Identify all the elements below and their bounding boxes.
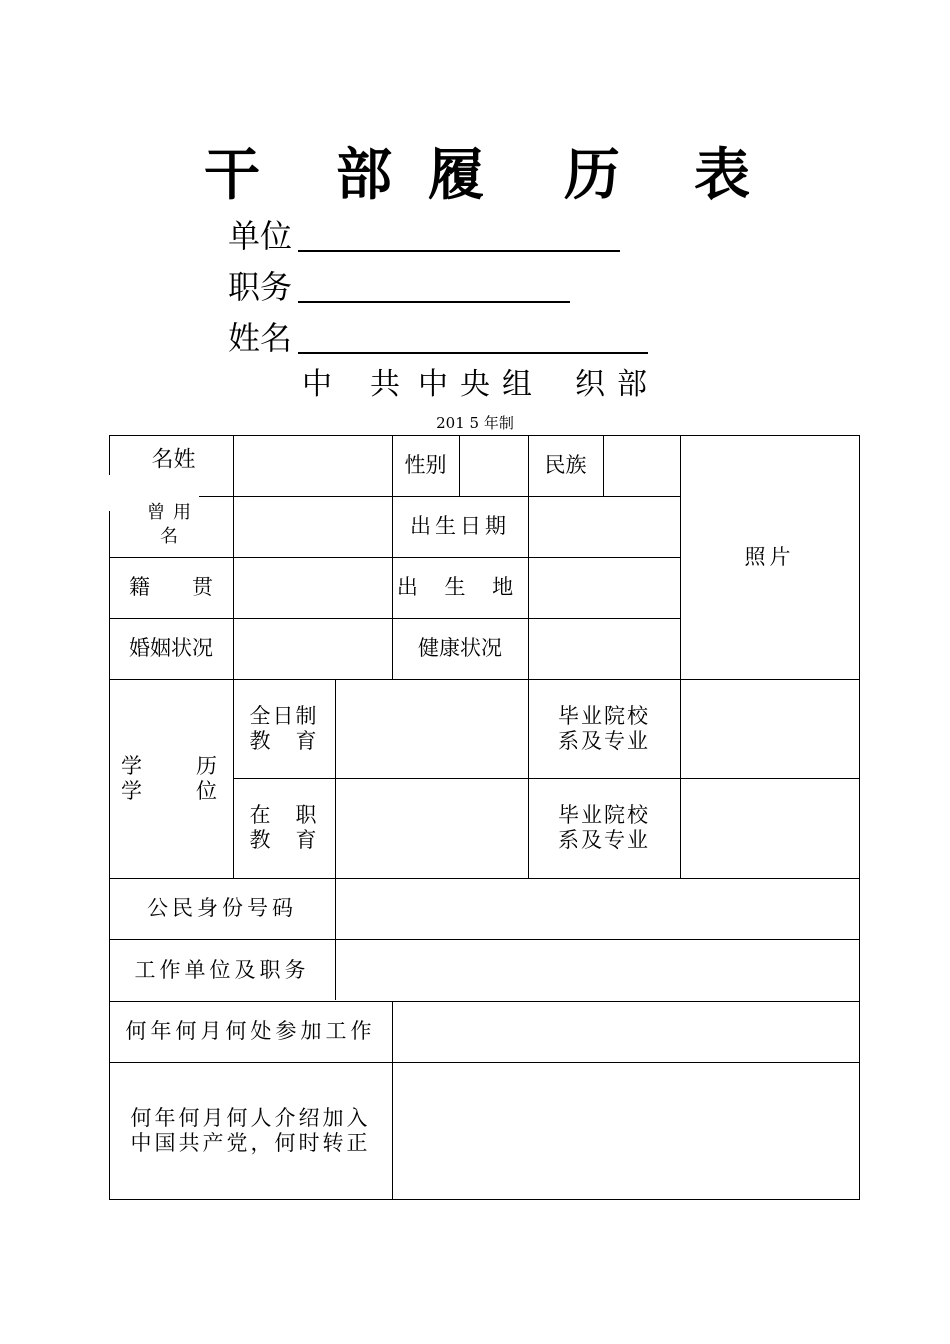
education-degree-label: 学 历 学 位 [121, 753, 221, 803]
party-join-input-cell[interactable] [392, 1062, 859, 1199]
native-place-label: 籍 贯 [129, 575, 213, 599]
photo-area[interactable]: 照片 [744, 544, 795, 569]
id-number-input-cell[interactable] [335, 878, 859, 939]
health-status-label: 健康状况 [418, 636, 502, 660]
position-blank-line [298, 301, 570, 303]
issuing-organization [0, 365, 950, 405]
name-field[interactable] [228, 316, 292, 360]
birth-place-label: 出 生 地 [396, 575, 524, 599]
work-start-input-cell[interactable] [392, 1001, 859, 1062]
id-number-label: 公民身份号码 [147, 896, 297, 920]
health-status-input-cell[interactable] [528, 618, 680, 679]
title-char: 干 [204, 142, 260, 208]
work-unit-position-label: 工作单位及职务 [134, 957, 310, 982]
unit-blank-line [298, 250, 620, 252]
birth-place-input-cell[interactable] [528, 557, 680, 618]
year-note: 201 5 年制 [436, 414, 514, 432]
birth-date-input-cell[interactable] [528, 496, 680, 557]
birth-date-label: 出生日期 [410, 514, 510, 538]
party-join-label: 何年何月何人介绍加入 中国共产党，何时转正 [130, 1105, 371, 1155]
native-place-input-cell[interactable] [233, 557, 392, 618]
ethnicity-label: 民族 [544, 453, 587, 477]
grid-line [109, 1199, 860, 1200]
title-char: 部 [336, 142, 392, 208]
org-char: 央 [460, 367, 490, 402]
former-name-label: 曾用名 [147, 502, 199, 547]
resume-form-table [109, 435, 860, 1200]
fulltime-education-label: 全日制 教 育 [249, 703, 319, 753]
org-char: 中 [418, 367, 448, 402]
org-char: 组 [502, 367, 532, 402]
name-label: 姓名 [228, 319, 293, 357]
org-char: 部 [617, 367, 647, 402]
grid-line [859, 435, 860, 1200]
gender-label: 性别 [404, 453, 447, 477]
marital-status-label: 婚姻状况 [129, 636, 213, 660]
title-char: 履 [428, 142, 484, 208]
marital-status-input-cell[interactable] [233, 618, 392, 679]
inservice-graduate-school-label: 毕业院校 系及专业 [558, 803, 650, 852]
title-char: 历 [564, 142, 620, 208]
title-char: 表 [694, 142, 750, 208]
org-char: 中 [302, 367, 332, 402]
position-label: 职务 [228, 268, 293, 306]
name-cell-label: 姓名 [148, 447, 195, 469]
name-blank-line [298, 352, 648, 354]
gender-input-cell[interactable] [459, 435, 528, 496]
inservice-education-label: 在 职 教 育 [249, 803, 319, 852]
unit-label: 单位 [228, 217, 293, 255]
inservice-graduate-school-input-cell[interactable] [680, 778, 859, 878]
org-char: 共 [370, 367, 400, 402]
name-input-cell[interactable] [233, 435, 392, 496]
position-field[interactable] [228, 265, 292, 309]
document-title [0, 140, 950, 210]
inservice-education-input-cell[interactable] [335, 778, 528, 878]
former-name-input-cell[interactable] [233, 496, 392, 557]
work-unit-position-input-cell[interactable] [335, 939, 859, 1001]
fulltime-graduate-school-label: 毕业院校 系及专业 [558, 703, 650, 753]
work-start-label: 何年何月何处参加工作 [125, 1019, 376, 1043]
unit-field[interactable] [228, 214, 292, 258]
ethnicity-input-cell[interactable] [603, 435, 680, 496]
org-char: 织 [575, 367, 605, 402]
fulltime-education-input-cell[interactable] [335, 679, 528, 778]
fulltime-graduate-school-input-cell[interactable] [680, 679, 859, 778]
